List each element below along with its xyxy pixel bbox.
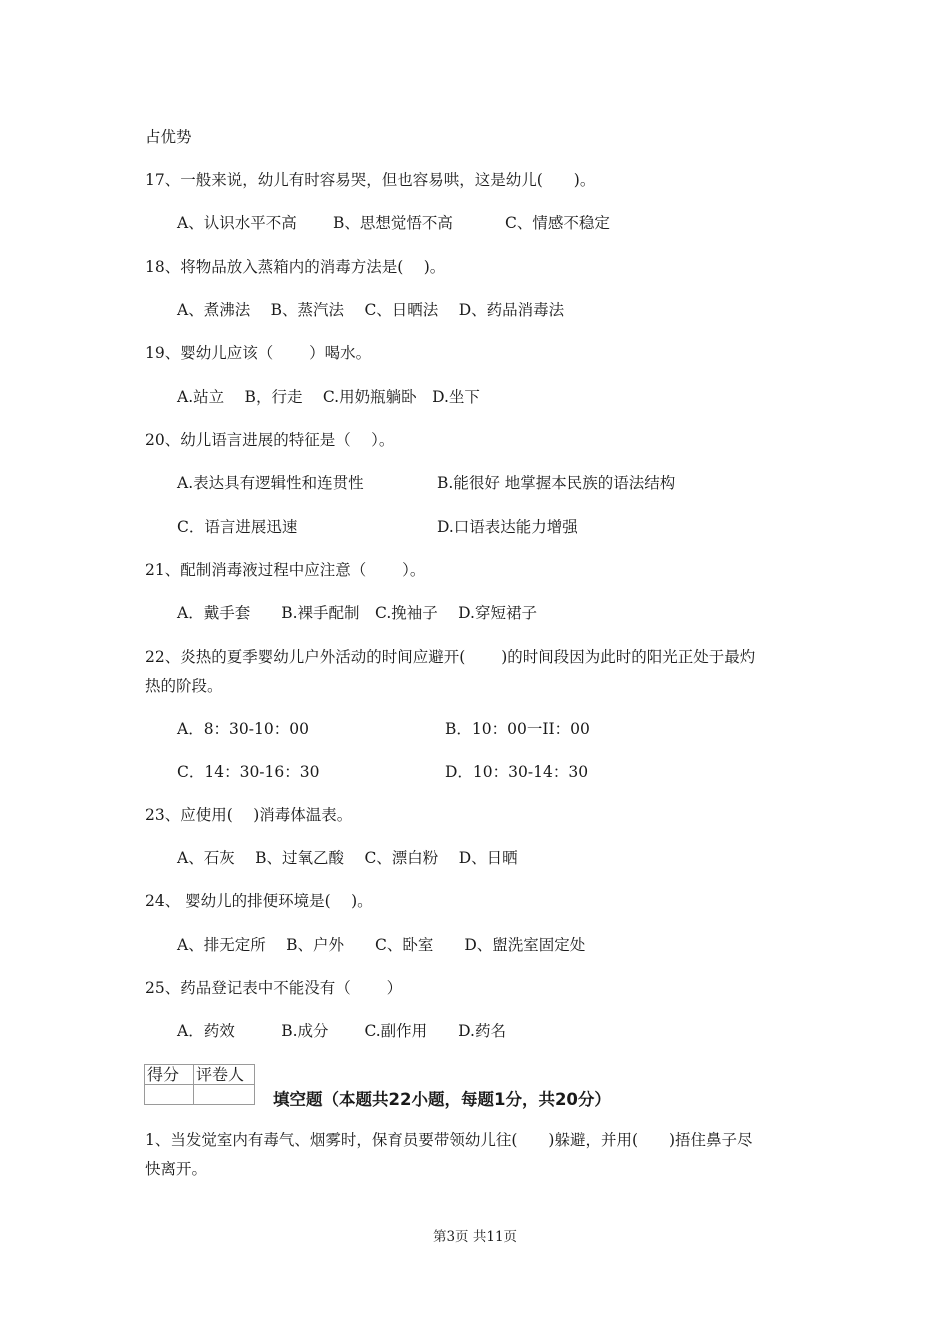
question-22-option-c: C．14：30-16：30 bbox=[177, 763, 320, 781]
question-22: 22、炎热的夏季婴幼儿户外活动的时间应避开( )的时间段因为此时的阳光正处于最灼 bbox=[145, 648, 756, 666]
page-footer: 第3页 共11页 bbox=[432, 1229, 518, 1245]
question-17-option-b: B、思想觉悟不高 bbox=[333, 214, 453, 232]
question-24-options: A、排无定所 B、户外 C、卧室 D、盥洗室固定处 bbox=[177, 936, 586, 954]
question-23: 23、应使用( )消毒体温表。 bbox=[145, 806, 353, 824]
fill-question-1: 1、当发觉室内有毒气、烟雾时，保育员要带领幼儿往( )躲避，并用( )捂住鼻子尽 bbox=[145, 1131, 753, 1149]
question-21-options: A．戴手套 B.裸手配制 C.挽袖子 D.穿短裙子 bbox=[177, 604, 537, 622]
question-20-option-a: A.表达具有逻辑性和连贯性 bbox=[177, 474, 364, 492]
question-20-option-b: B.能很好 地掌握本民族的语法结构 bbox=[437, 474, 676, 492]
question-17: 17、一般来说，幼儿有时容易哭，但也容易哄，这是幼儿( )。 bbox=[145, 171, 596, 189]
question-19-options: A.站立 B，行走 C.用奶瓶躺卧 D.坐下 bbox=[177, 388, 480, 406]
question-20: 20、幼儿语言进展的特征是（ ）。 bbox=[145, 431, 395, 449]
question-17-option-c: C、情感不稳定 bbox=[505, 214, 610, 232]
question-22-option-d: D．10：30-14：30 bbox=[445, 763, 589, 781]
question-22-continuation: 热的阶段。 bbox=[145, 677, 223, 695]
grader-cell bbox=[194, 1085, 255, 1105]
fill-question-1-continuation: 快离开。 bbox=[145, 1160, 208, 1178]
question-21: 21、配制消毒液过程中应注意（ ）。 bbox=[145, 561, 426, 579]
question-22-option-b: B．10：00一II：00 bbox=[445, 720, 590, 738]
question-17-option-a: A、认识水平不高 bbox=[177, 214, 297, 232]
score-label: 得分 bbox=[145, 1065, 194, 1085]
question-18-options: A、煮沸法 B、蒸汽法 C、日晒法 D、药品消毒法 bbox=[177, 301, 565, 319]
grader-label: 评卷人 bbox=[194, 1065, 255, 1085]
question-20-option-d: D.口语表达能力增强 bbox=[437, 518, 578, 536]
question-20-option-c: C．语言进展迅速 bbox=[177, 518, 298, 536]
question-22-option-a: A．8：30-10：00 bbox=[177, 720, 309, 738]
question-23-options: A、石灰 B、过氧乙酸 C、漂白粉 D、日晒 bbox=[177, 849, 518, 867]
question-25: 25、药品登记表中不能没有（ ） bbox=[145, 979, 403, 997]
question-18: 18、将物品放入蒸箱内的消毒方法是( )。 bbox=[145, 258, 446, 276]
text-line-continuation: 占优势 bbox=[145, 128, 192, 146]
score-cell bbox=[145, 1085, 194, 1105]
section-title: 填空题（本题共22小题，每题1分，共20分） bbox=[273, 1090, 611, 1109]
question-24: 24、 婴幼儿的排便环境是( )。 bbox=[145, 892, 373, 910]
question-25-options: A．药效 B.成分 C.副作用 D.药名 bbox=[177, 1022, 506, 1040]
question-19: 19、婴幼儿应该（ ）喝水。 bbox=[145, 344, 372, 362]
score-table bbox=[144, 1064, 255, 1105]
